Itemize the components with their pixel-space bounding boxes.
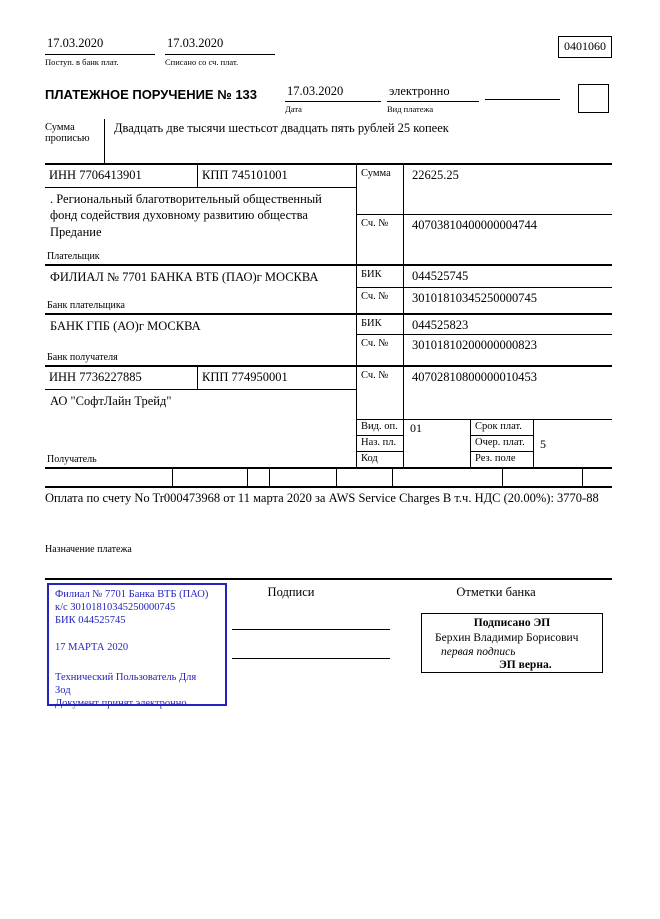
stamp-user-line: Зод <box>55 684 71 696</box>
payee-kpp: КПП 774950001 <box>198 367 356 390</box>
payee-bank-section <box>45 315 612 367</box>
bank-stamp <box>47 583 227 709</box>
op-type-label: Вид. оп. <box>357 420 404 436</box>
purpose-text: Оплата по счету No Tr000473968 от 11 марта 2020 за AWS Service Charges В т.ч. НДС (20.00%): 3770-88 <box>45 491 599 505</box>
payee-account-value: 40702810800000010453 <box>412 370 537 384</box>
reserve-value <box>534 452 612 467</box>
code-row <box>357 452 612 467</box>
payee-name: АО "СофтЛайн Трейд" <box>50 394 172 408</box>
payer-section-label: Плательщик <box>47 251 100 262</box>
priority-value: 5 <box>540 437 546 451</box>
payer-bank-name: ФИЛИАЛ № 7701 БАНКА ВТБ (ПАО)г МОСКВА <box>50 270 319 284</box>
header-dates-row <box>45 36 612 67</box>
payee-inn-kpp-row <box>45 367 356 390</box>
debited-date-field <box>165 36 275 67</box>
payee-bank-right-column <box>357 315 612 365</box>
op-type-row <box>357 420 612 436</box>
payee-inn: ИНН 7736227885 <box>45 367 198 390</box>
payer-bank-bik-label: БИК <box>357 266 404 287</box>
received-date-field <box>45 36 155 67</box>
tax-field-cell <box>583 469 612 486</box>
payer-name: . Региональный благотворительный общественный фонд содействия духовному развитию общества Предание <box>50 192 322 239</box>
payee-bank-bik-value: 044525823 <box>412 318 469 332</box>
payer-bank-section-label: Банк плательщика <box>47 300 125 311</box>
payer-bank-bik-value: 044525745 <box>412 269 469 283</box>
stamp-user-line: Технический Пользователь Для <box>55 671 197 683</box>
header-empty-square <box>578 84 609 113</box>
document-date-field <box>285 84 381 114</box>
payment-kind-label: Вид платежа <box>387 104 434 114</box>
payer-bank-left-column <box>45 266 357 313</box>
tax-field-cell <box>393 469 503 486</box>
code-value <box>404 452 471 467</box>
payee-bank-name: БАНК ГПБ (АО)г МОСКВА <box>50 319 201 333</box>
op-type-value: 01 <box>404 420 471 436</box>
operation-grid <box>357 419 612 467</box>
payee-right-column <box>357 367 612 467</box>
payer-section <box>45 165 612 266</box>
payee-bank-account-value: 30101810200000000823 <box>412 338 537 352</box>
payer-inn-kpp-row <box>45 165 356 188</box>
amount-in-words-value: Двадцать две тысячи шестьсот двадцать пять рублей 25 копеек <box>114 121 449 135</box>
payer-account-value: 40703810400000004744 <box>412 218 537 232</box>
form-code-box: 0401060 <box>558 36 612 58</box>
payment-table <box>45 163 612 488</box>
payer-account-row <box>357 215 612 264</box>
amount-in-words-label: Сумма прописью <box>45 119 105 163</box>
payee-bank-bik-row <box>357 315 612 335</box>
payer-inn: ИНН 7706413901 <box>45 165 198 188</box>
payer-bank-account-label: Сч. № <box>357 288 404 313</box>
esign-subtitle: первая подпись <box>441 645 516 658</box>
purpose-code-row <box>357 436 612 452</box>
tax-fields-row <box>45 469 612 488</box>
payer-kpp: КПП 745101001 <box>198 165 356 188</box>
stamp-line: Филиал № 7701 Банка ВТБ (ПАО) <box>55 589 209 600</box>
esign-title: Подписано ЭП <box>473 617 551 629</box>
received-date-value: 17.03.2020 <box>45 36 155 55</box>
amount-label: Сумма <box>357 165 404 214</box>
payer-bank-bik-row <box>357 266 612 288</box>
payee-section-label: Получатель <box>47 454 97 465</box>
payment-kind-field <box>387 84 479 114</box>
payee-bank-left-column <box>45 315 357 365</box>
purpose-code-value <box>404 436 471 452</box>
received-date-label: Поступ. в банк плат. <box>45 57 119 67</box>
page-title: ПЛАТЕЖНОЕ ПОРУЧЕНИЕ № 133 <box>45 87 258 102</box>
signature-line-1 <box>232 629 390 630</box>
signatures-header: Подписи <box>267 585 315 599</box>
document-date-label: Дата <box>285 104 302 114</box>
esign-box <box>421 613 603 673</box>
payee-bank-section-label: Банк получателя <box>47 352 118 363</box>
term-label: Срок плат. <box>471 420 534 436</box>
payer-bank-account-value: 30101810345250000745 <box>412 291 537 305</box>
debited-date-label: Списано со сч. плат. <box>165 57 239 67</box>
document-date-value: 17.03.2020 <box>285 84 381 102</box>
bank-marks-header: Отметки банка <box>456 585 536 599</box>
payment-kind-extension-line <box>485 99 560 100</box>
payee-left-column <box>45 367 357 467</box>
stamp-date: 17 МАРТА 2020 <box>55 642 129 654</box>
footer-block <box>45 578 612 718</box>
stamp-line: к/с 30101810345250000745 <box>55 602 176 614</box>
debited-date-value: 17.03.2020 <box>165 36 275 55</box>
amount-row <box>357 165 612 215</box>
payee-bank-bik-label: БИК <box>357 315 404 334</box>
purpose-section-label: Назначение платежа <box>45 544 132 556</box>
tax-field-cell <box>248 469 270 486</box>
payer-right-column <box>357 165 612 264</box>
amount-in-words-row <box>45 119 612 163</box>
reserve-label: Рез. поле <box>471 452 534 467</box>
header-title-row <box>45 84 612 118</box>
code-label: Код <box>357 452 404 467</box>
tax-field-cell <box>173 469 248 486</box>
payee-bank-account-row <box>357 335 612 365</box>
payee-section <box>45 367 612 469</box>
tax-field-cell <box>337 469 393 486</box>
payer-account-label: Сч. № <box>357 215 404 264</box>
stamp-note: Документ принят электронно <box>55 697 187 709</box>
payee-bank-account-label: Сч. № <box>357 335 404 365</box>
tax-field-cell <box>503 469 583 486</box>
purpose-code-label: Наз. пл. <box>357 436 404 452</box>
esign-verified: ЭП верна. <box>499 659 552 672</box>
payee-account-label: Сч. № <box>357 367 404 419</box>
payer-bank-account-row <box>357 288 612 313</box>
payer-left-column <box>45 165 357 264</box>
priority-label: Очер. плат. <box>471 436 534 452</box>
stamp-line: БИК 044525745 <box>55 615 126 627</box>
esign-name: Берхин Владимир Борисович <box>435 631 579 644</box>
amount-value: 22625.25 <box>412 168 459 182</box>
payer-bank-section <box>45 266 612 315</box>
tax-field-cell <box>45 469 173 486</box>
signature-line-2 <box>232 658 390 659</box>
payment-kind-value: электронно <box>387 84 479 102</box>
purpose-block <box>45 487 612 557</box>
tax-field-cell <box>270 469 337 486</box>
payer-bank-right-column <box>357 266 612 313</box>
term-value <box>534 420 612 436</box>
payee-account-row <box>357 367 612 419</box>
